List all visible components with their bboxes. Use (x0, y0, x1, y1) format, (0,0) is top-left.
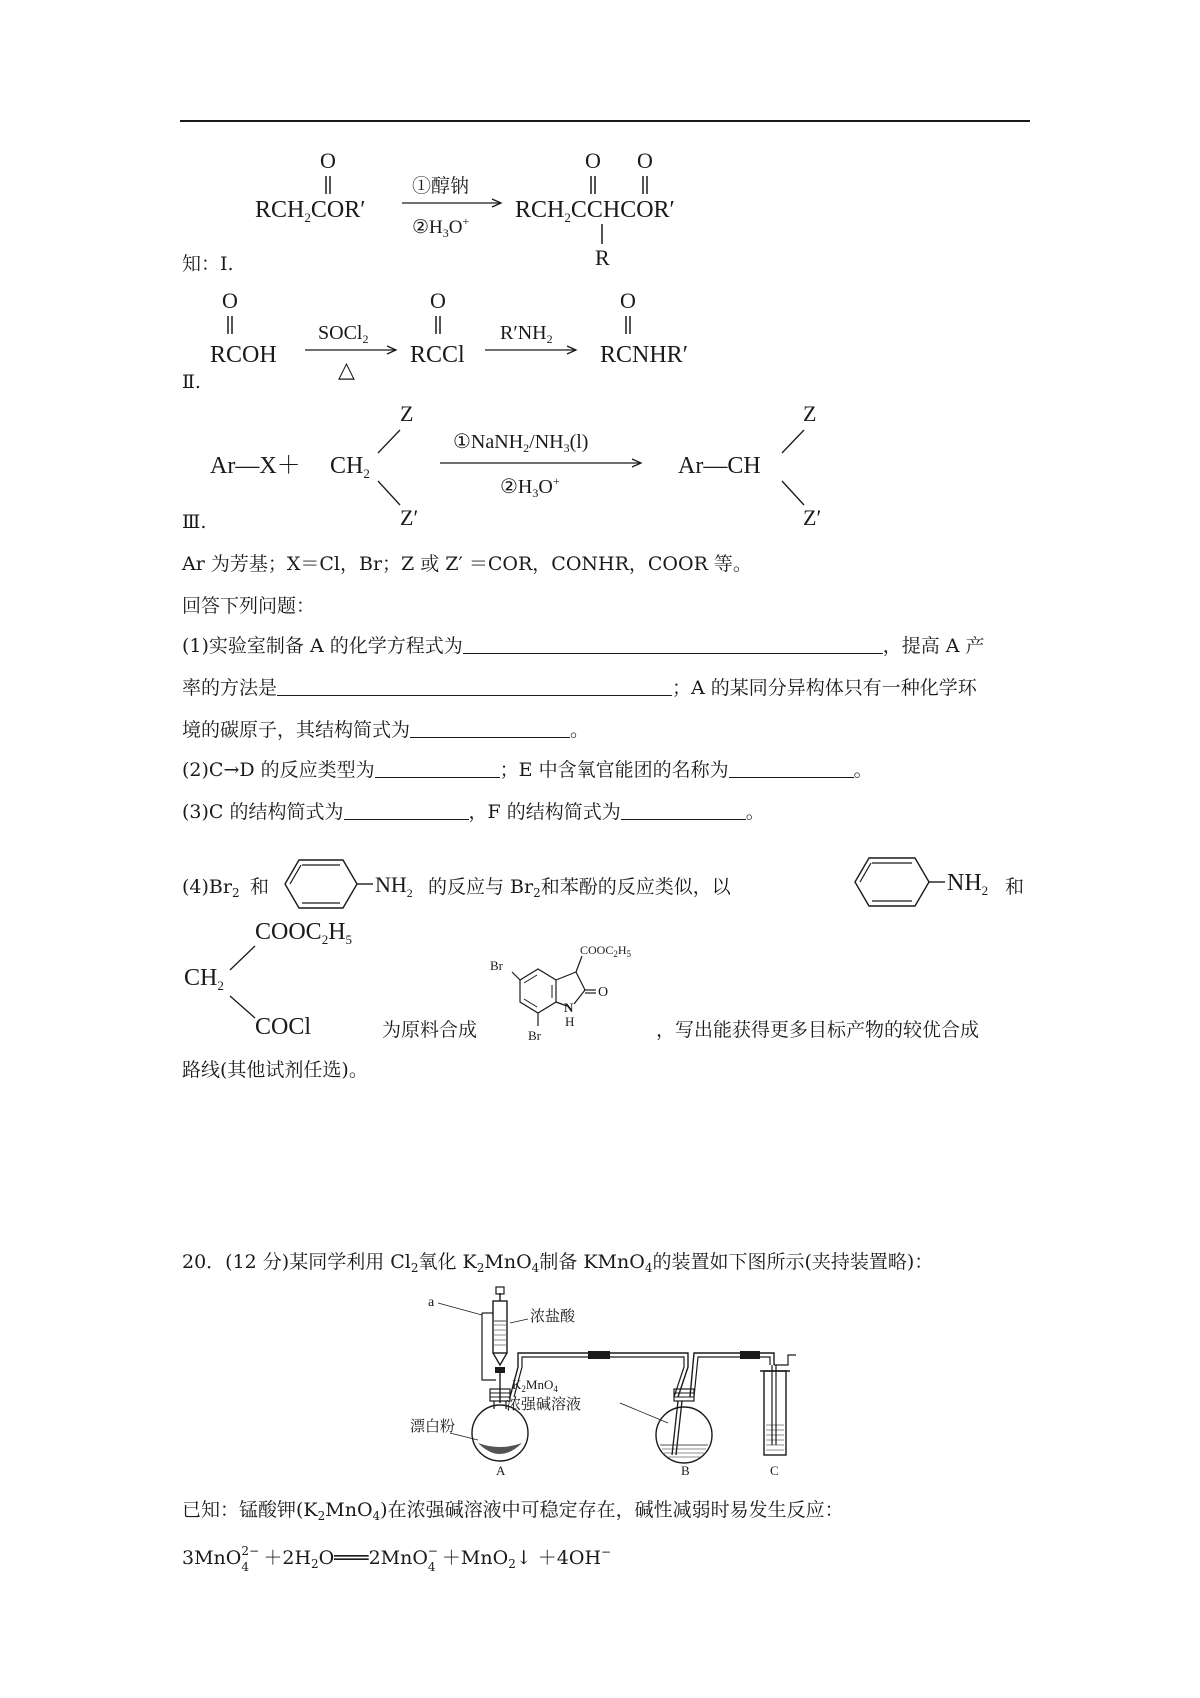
svg-text:②H3O+ (412, 214, 470, 240)
q20-title-e: 的装置如下图所示(夹持装置略)： (652, 1251, 934, 1273)
q1-text-a: (1)实验室制备 A 的化学方程式为 (182, 635, 463, 657)
eq-p5-sup: − (601, 1545, 612, 1559)
r2-reagent1-sub: 2 (362, 332, 369, 346)
answer-blank[interactable] (344, 801, 469, 820)
r3-reagent-b: 2 (523, 441, 530, 455)
eq-p4-sub: 2 (508, 1557, 516, 1571)
reaction-1 (170, 140, 730, 275)
q2-text-a: (2)C→D 的反应类型为 (182, 759, 375, 781)
q1-text-f: 。 (570, 719, 590, 741)
r3-z-2: Z (803, 401, 817, 426)
target-ester-d: 5 (626, 949, 632, 959)
r3-reagent-i: + (552, 474, 560, 488)
q1-text-d: ；A 的某同分异构体只有一种化学环 (672, 677, 977, 699)
r3-reactant: Ar—X＋ (210, 453, 301, 479)
q4-tail: ，写出能获得更多目标产物的较优合成 (656, 1019, 980, 1041)
aniline-2-sub: 2 (981, 883, 989, 898)
answer-blank[interactable] (277, 677, 672, 696)
svg-text:RCH2CCHCOR′ (515, 197, 675, 225)
q20-title-a: 20．(12 分)某同学利用 Cl (182, 1251, 411, 1273)
r1-reagent-top: ①醇钠 (412, 176, 470, 197)
q20-title-b: 氧化 K (418, 1251, 477, 1273)
aniline-structure-2 (845, 846, 1005, 918)
r3-reagent-e: (l) (569, 431, 589, 453)
label-hcl: 浓盐酸 (530, 1309, 576, 1325)
prompt-line: 回答下列问题： (182, 595, 316, 617)
q4-br2-sub-2: 2 (533, 886, 541, 900)
r3-zp-1: Z′ (400, 505, 419, 530)
svg-text:CH2 (330, 453, 370, 481)
eq-p2: ＋2H (263, 1547, 312, 1569)
target-o: O (598, 985, 609, 1000)
malonate-bottom: COCl (255, 1014, 312, 1040)
malonate-ch2-b: 2 (217, 978, 224, 993)
aniline-1-nh: NH (375, 872, 407, 897)
q4-as-raw: 为原料合成 (382, 1019, 478, 1041)
q3-text-b: ，F 的结构简式为 (468, 801, 621, 823)
r3-ch2-a: CH (330, 453, 364, 479)
r1-product-b: CCHCOR′ (570, 197, 675, 223)
q1-text-c: 率的方法是 (182, 677, 278, 699)
q4-last: 路线(其他试剂任选)。 (182, 1059, 368, 1081)
r3-reagent-c: /NH (529, 431, 564, 453)
q1-line-1 (182, 634, 985, 658)
q3-line (182, 800, 765, 824)
eq-p1: 3MnO (182, 1547, 242, 1569)
r3-reagent-g: 3 (532, 486, 539, 500)
svg-text:①NaNH2/NH3(l) (453, 431, 588, 455)
answer-blank[interactable] (463, 635, 883, 654)
r3-product: Ar—CH (678, 453, 761, 479)
eq-p5: ↓ ＋4OH (515, 1547, 602, 1569)
aniline-1-sub: 2 (406, 886, 413, 900)
known-intro: 知：Ⅰ. (182, 253, 234, 275)
target-ester-b: 2 (613, 949, 618, 959)
target-h: H (565, 1014, 575, 1029)
label-base: 浓强碱溶液 (506, 1397, 582, 1413)
r2-reagent2-sub: 2 (546, 332, 553, 346)
r1-reagent-b4: + (462, 214, 470, 228)
q4-start: (4)Br (182, 876, 232, 898)
svg-text:K2MnO4 (512, 1377, 558, 1394)
q4-mid (428, 875, 731, 905)
label-mno-sub: 4 (553, 1384, 558, 1394)
answer-blank[interactable] (729, 759, 854, 778)
r3-zp-2: Z′ (803, 505, 822, 530)
q1-text-e: 境的碳原子，其结构简式为 (182, 719, 411, 741)
svg-text:COOC2H5 (255, 919, 352, 947)
target-ester-a: COOC (580, 943, 614, 957)
label-B: B (681, 1463, 690, 1478)
eq-p4: ＋MnO (441, 1547, 509, 1569)
svg-text:SOCl2 (318, 322, 368, 346)
q20-title-d: 制备 KMnO (539, 1251, 645, 1273)
r3-z-1: Z (400, 401, 414, 426)
q3-text-c: 。 (745, 801, 765, 823)
q20-known: 已知：锰酸钾$(K_2MnO_4)$在浓强碱溶液中可稳定存在，碱性减弱时易发生反应： (182, 1499, 844, 1523)
r2-o-1: O (222, 288, 238, 313)
label-bleach: 漂白粉 (410, 1419, 456, 1435)
r1-reactant-sub: 2 (304, 210, 311, 225)
q20-known-a: 已知：锰酸钾(K (182, 1499, 318, 1521)
malonate-top-a: COOC (255, 919, 322, 945)
label-mno: MnO (525, 1377, 554, 1392)
answer-blank[interactable] (621, 801, 746, 820)
q4-br2-sub: 2 (231, 886, 240, 900)
r1-r: R (595, 245, 610, 270)
answer-blank[interactable] (375, 759, 500, 778)
note-line: Ar 为芳基；X＝Cl，Br；Z 或 Z′ ＝COR，CONHR，COOR 等。 (182, 553, 752, 575)
q4-mid-a: 的反应与 Br (428, 876, 534, 898)
q1-line-2 (182, 676, 977, 700)
r1-reactant-b: COR′ (310, 197, 366, 223)
r3-ch2-sub: 2 (363, 466, 370, 481)
q1-text-b: ，提高 A 产 (882, 635, 985, 657)
malonate-top-d: 5 (345, 932, 353, 947)
target-ester-c: H (617, 943, 627, 957)
reaction-3-num: Ⅲ. (182, 511, 207, 533)
q4-and-2: 和 (1005, 876, 1025, 898)
r1-reagent-b3: O (448, 217, 463, 238)
r1-product-a: RCH (515, 197, 565, 223)
svg-text:COOC2H5 (580, 943, 632, 959)
label-A: A (496, 1463, 506, 1478)
reaction-2 (200, 282, 740, 382)
apparatus-diagram (410, 1285, 800, 1478)
label-k: K (512, 1377, 522, 1392)
r1-reactant-a: RCH (255, 197, 305, 223)
header-rule (180, 120, 1030, 122)
q20-title-c: MnO (484, 1251, 532, 1273)
svg-text:RCH2COR′ (255, 197, 365, 225)
aniline-2-nh: NH (947, 870, 982, 896)
r1-o-3: O (637, 148, 653, 173)
label-k-sub: 2 (521, 1384, 526, 1394)
svg-text:NH2 (947, 870, 988, 898)
r2-o-3: O (620, 288, 636, 313)
q2-text-c: 。 (853, 759, 873, 781)
r2-o-2: O (430, 288, 446, 313)
r2-product: RCNHR′ (600, 342, 688, 368)
r3-reagent-a: ①NaNH (453, 431, 524, 453)
q3-text-a: (3)C 的结构简式为 (182, 801, 344, 823)
r2-reactant: RCOH (210, 342, 277, 368)
target-br-1: Br (490, 958, 503, 973)
label-C: C (770, 1463, 779, 1478)
svg-text:NH2 (375, 872, 413, 900)
answer-blank[interactable] (410, 719, 570, 738)
r1-o-2: O (585, 148, 601, 173)
svg-text:CH2 (184, 965, 224, 993)
r3-reagent-f: ②H (500, 476, 533, 498)
q4-mid-b: 和苯酚的反应类似，以 (540, 876, 731, 898)
label-a: a (428, 1295, 435, 1310)
reaction-2-num: Ⅱ. (182, 371, 201, 393)
malonate-top-c: H (328, 919, 346, 945)
target-product-structure (488, 938, 658, 1050)
aniline-structure-1 (275, 848, 425, 918)
malonate-ch2-a: CH (184, 965, 218, 991)
svg-text:②H3O+ (500, 474, 560, 500)
q20-equation (182, 1540, 611, 1576)
eq-p3-sub: 4 (427, 1560, 436, 1574)
eq-p3: O═══2MnO (318, 1547, 428, 1569)
reaction-3 (200, 395, 840, 530)
eq-p2-sub: 2 (311, 1557, 319, 1571)
q2-text-b: ；E 中含氧官能团的名称为 (499, 759, 729, 781)
eq-p1-sub: 4 (241, 1560, 249, 1574)
q4-text-start (182, 875, 240, 905)
q4-and-1: 和 (250, 876, 270, 898)
target-br-2: Br (528, 1028, 541, 1043)
malonate-top-b: 2 (321, 932, 329, 947)
eq-p3-sup: − (427, 1544, 438, 1558)
q20-known-b: MnO (325, 1499, 373, 1521)
r2-reagent1-a: SOCl (318, 322, 363, 344)
target-n: N (564, 1000, 574, 1015)
svg-text:R′NH2 (500, 322, 553, 346)
r1-product-sub: 2 (564, 210, 571, 225)
malonate-structure (180, 912, 400, 1042)
r1-reagent-b2: 3 (442, 226, 449, 240)
q20-title: 20．(12 分)某同学利用 $Cl_2$氧化 $K_2MnO_4$制备 KMnO$_4$的装置如下图所示(夹持装置略)： (182, 1251, 934, 1275)
q20-known-c: )在浓强碱溶液中可稳定存在，碱性减弱时易发生反应： (380, 1499, 844, 1521)
q1-line-3 (182, 718, 589, 742)
r2-intermediate: RCCl (410, 342, 465, 368)
r2-reagent2-a: R′NH (500, 322, 547, 344)
eq-p1-sup: 2− (241, 1544, 260, 1558)
r1-o-1: O (320, 148, 336, 173)
r3-reagent-h: O (538, 476, 553, 498)
r2-delta: △ (338, 357, 355, 382)
q2-line (182, 758, 873, 782)
r1-reagent-b1: ②H (412, 217, 443, 238)
r3-reagent-d: 3 (563, 441, 570, 455)
